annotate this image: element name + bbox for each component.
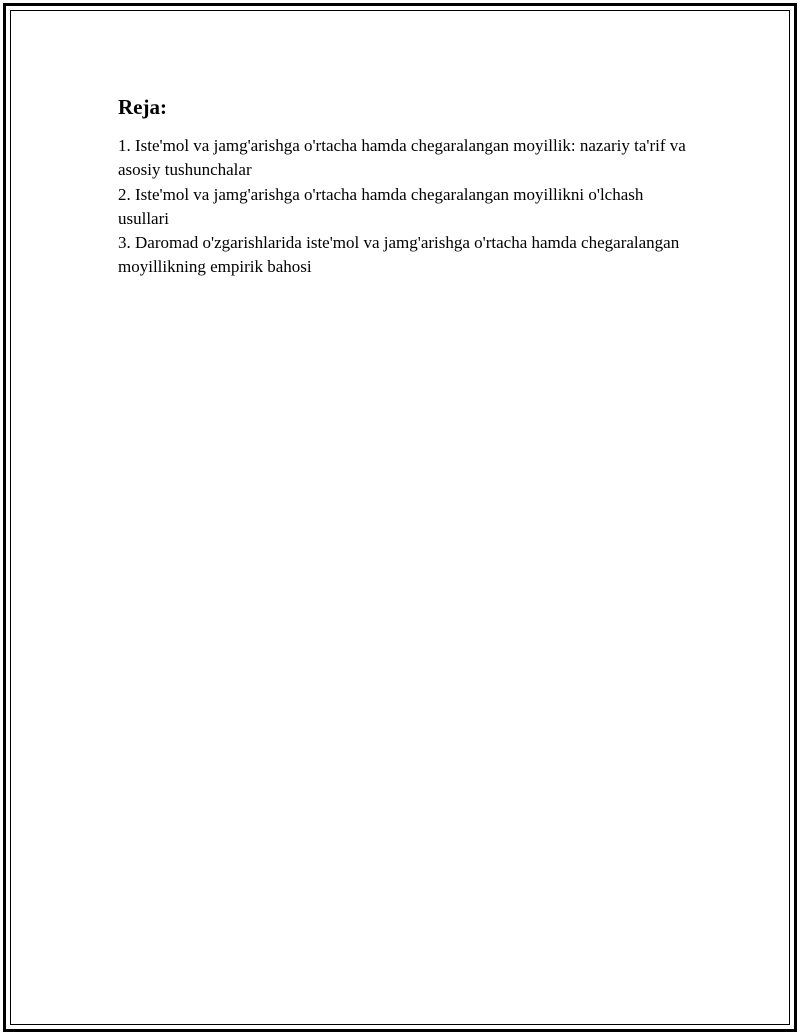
plan-item-1: 1. Iste'mol va jamg'arishga o'rtacha hamda chegaralangan moyillik: nazariy ta'rif va asosiy tushunchalar bbox=[118, 136, 686, 180]
plan-item-2: 2. Iste'mol va jamg'arishga o'rtacha hamda chegaralangan moyillikni o'lchash usullari bbox=[118, 184, 644, 228]
plan-item-3: 3. Daromad o'zgarishlarida iste'mol va jamg'arishga o'rtacha hamda chegaralangan moyillikning empirik bahosi bbox=[118, 233, 680, 277]
document-title: Reja: bbox=[118, 95, 167, 119]
plan-list bbox=[118, 134, 698, 280]
document-content bbox=[118, 94, 698, 280]
